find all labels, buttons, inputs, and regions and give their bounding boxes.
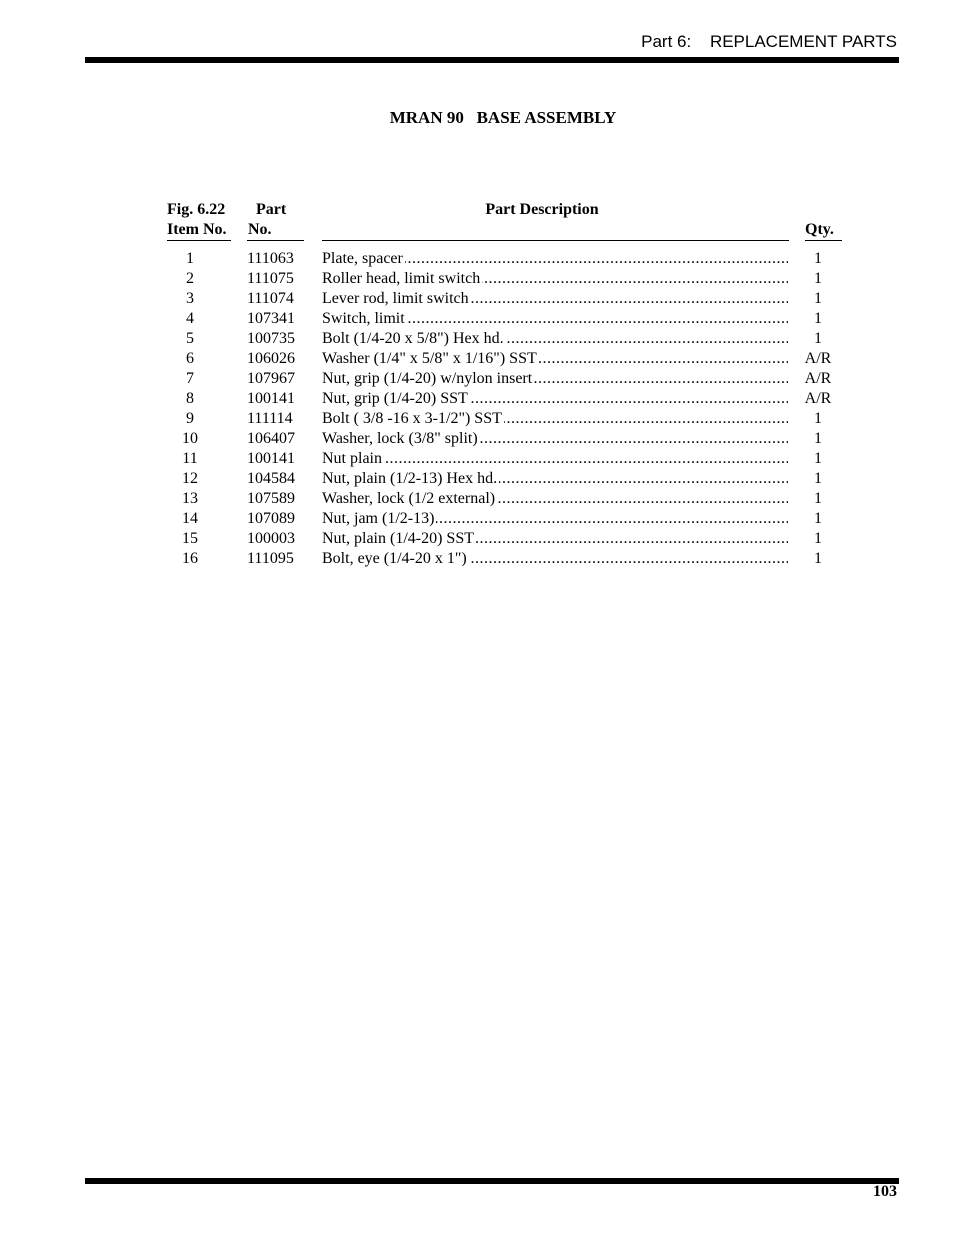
item-number: 3 <box>186 290 194 307</box>
item-number: 2 <box>186 270 194 287</box>
part-description-text: Nut, plain (1/2-13) Hex hd. <box>322 470 498 487</box>
quantity: A/R <box>804 390 832 407</box>
part-description <box>322 309 788 329</box>
header-section-title: REPLACEMENT PARTS <box>709 32 897 51</box>
part-description-text: Nut, jam (1/2-13) <box>322 510 435 527</box>
part-description-text: Bolt ( 3/8 -16 x 3-1/2") SST <box>322 410 502 427</box>
part-description-text: Washer, lock (3/8" split) <box>322 430 478 447</box>
quantity: 1 <box>814 550 822 567</box>
part-description <box>322 549 788 569</box>
part-number: 100735 <box>247 330 295 347</box>
part-number: 107589 <box>247 490 295 507</box>
part-number: 111095 <box>247 550 294 567</box>
quantity: 1 <box>814 330 822 347</box>
table-row <box>0 369 954 389</box>
table-row <box>0 329 954 349</box>
quantity: A/R <box>804 370 832 387</box>
part-number: 111063 <box>247 250 294 267</box>
part-number: 100003 <box>247 530 295 547</box>
page-number: 103 <box>873 1183 897 1200</box>
footer-rule <box>85 1178 899 1184</box>
item-number: 15 <box>182 530 198 547</box>
part-description-text: Washer (1/4" x 5/8" x 1/16") SST <box>322 350 537 367</box>
column-underline-qty <box>805 240 842 241</box>
page-header <box>641 32 897 52</box>
table-row <box>0 309 954 329</box>
part-description <box>322 509 788 529</box>
item-number: 1 <box>186 250 194 267</box>
quantity: 1 <box>814 470 822 487</box>
item-number: 6 <box>186 350 194 367</box>
part-number: 100141 <box>247 450 295 467</box>
table-row <box>0 389 954 409</box>
part-description <box>322 329 788 349</box>
part-description <box>322 349 788 369</box>
quantity: 1 <box>814 410 822 427</box>
column-header-part-no <box>248 200 294 240</box>
part-description <box>322 269 788 289</box>
part-description <box>322 429 788 449</box>
table-row <box>0 529 954 549</box>
column-header-item-no-line2: Item No. <box>167 221 227 238</box>
table-row <box>0 449 954 469</box>
column-underline-item-no <box>167 240 231 241</box>
table-row <box>0 289 954 309</box>
part-description-text: Plate, spacer <box>322 250 403 267</box>
part-number: 100141 <box>247 390 295 407</box>
part-description-text: Switch, limit <box>322 310 405 327</box>
part-description-text: Nut, grip (1/4-20) SST <box>322 390 468 407</box>
part-number: 111074 <box>247 290 294 307</box>
part-number: 107967 <box>247 370 295 387</box>
item-number: 11 <box>182 450 198 467</box>
table-row <box>0 269 954 289</box>
quantity: 1 <box>814 270 822 287</box>
quantity: 1 <box>814 310 822 327</box>
table-row <box>0 349 954 369</box>
part-description-text: Roller head, limit switch <box>322 270 481 287</box>
column-underline-part-no <box>247 240 304 241</box>
item-number: 14 <box>182 510 198 527</box>
part-description <box>322 449 788 469</box>
table-row <box>0 429 954 449</box>
item-number: 8 <box>186 390 194 407</box>
column-header-item-no <box>167 200 227 240</box>
document-title: MRAN 90 BASE ASSEMBLY <box>389 108 617 127</box>
item-number: 7 <box>186 370 194 387</box>
part-description <box>322 409 788 429</box>
header-part-label: Part 6: <box>641 32 692 51</box>
quantity: 1 <box>814 290 822 307</box>
part-description-text: Nut, plain (1/4-20) SST <box>322 530 474 547</box>
part-number: 107089 <box>247 510 295 527</box>
part-description <box>322 489 788 509</box>
item-number: 13 <box>182 490 198 507</box>
quantity: 1 <box>814 510 822 527</box>
quantity: 1 <box>814 430 822 447</box>
part-number: 111075 <box>247 270 294 287</box>
part-description <box>322 369 788 389</box>
part-description-text: Lever rod, limit switch <box>322 290 469 307</box>
table-row <box>0 509 954 529</box>
quantity: 1 <box>814 490 822 507</box>
part-description <box>322 249 788 269</box>
quantity: 1 <box>814 450 822 467</box>
item-number: 12 <box>182 470 198 487</box>
item-number: 9 <box>186 410 194 427</box>
item-number: 16 <box>182 550 198 567</box>
quantity: 1 <box>814 530 822 547</box>
item-number: 4 <box>186 310 194 327</box>
column-header-description: Part Description <box>485 201 599 218</box>
column-underline-description <box>322 240 789 241</box>
part-description-text: Washer, lock (1/2 external) <box>322 490 496 507</box>
part-number: 107341 <box>247 310 295 327</box>
header-rule <box>85 57 899 63</box>
part-description-text: Bolt (1/4-20 x 5/8") Hex hd. <box>322 330 504 347</box>
part-number: 106026 <box>247 350 295 367</box>
part-description-text: Nut, grip (1/4-20) w/nylon insert <box>322 370 533 387</box>
part-description <box>322 389 788 409</box>
part-number: 104584 <box>247 470 295 487</box>
part-description <box>322 469 788 489</box>
item-number: 10 <box>182 430 198 447</box>
part-number: 111114 <box>247 410 293 427</box>
quantity: A/R <box>804 350 832 367</box>
column-header-part-no-line2: No. <box>248 221 272 238</box>
table-row <box>0 489 954 509</box>
table-row <box>0 469 954 489</box>
part-description-text: Bolt, eye (1/4-20 x 1") <box>322 550 467 567</box>
part-description <box>322 289 788 309</box>
item-number: 5 <box>186 330 194 347</box>
table-row <box>0 549 954 569</box>
part-number: 106407 <box>247 430 295 447</box>
table-row <box>0 409 954 429</box>
quantity: 1 <box>814 250 822 267</box>
part-description-text: Nut plain <box>322 450 382 467</box>
part-description <box>322 529 788 549</box>
column-header-part-no-line1: Part <box>256 201 287 218</box>
column-header-qty: Qty. <box>805 221 834 238</box>
column-header-item-no-line1: Fig. 6.22 <box>167 201 226 218</box>
table-row <box>0 249 954 269</box>
parts-list <box>0 249 954 569</box>
